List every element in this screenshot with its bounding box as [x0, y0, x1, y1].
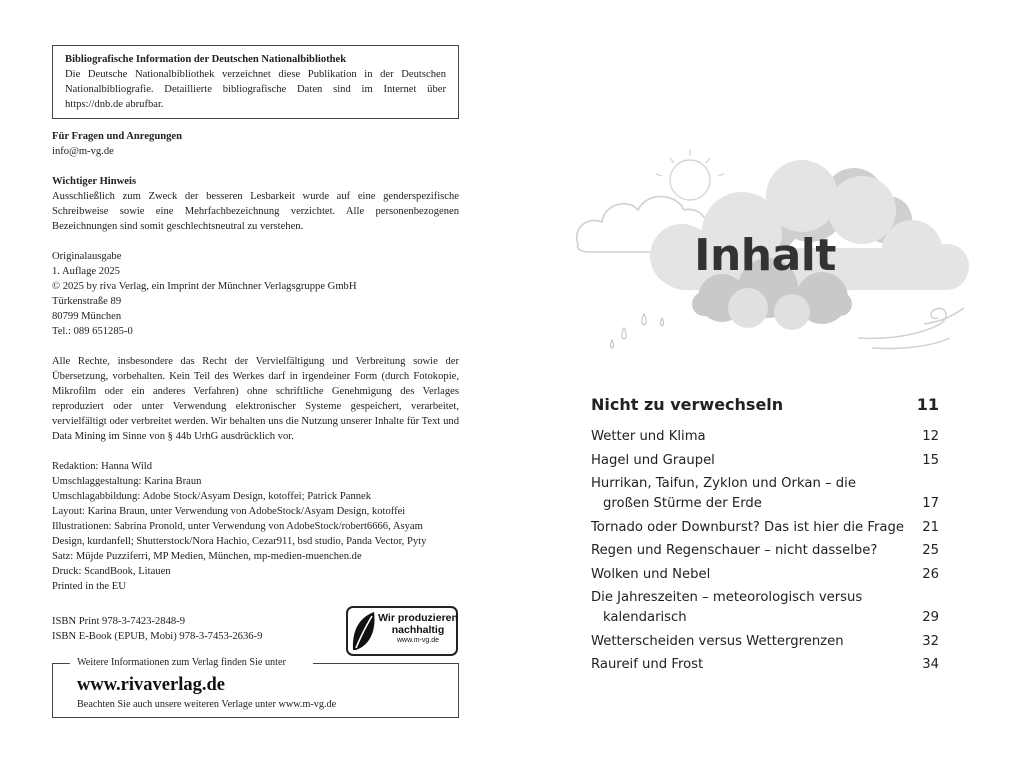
credits-line: Printed in the EU [52, 581, 126, 592]
credits-section [52, 459, 459, 594]
notice-section [52, 174, 459, 234]
credits-line: Druck: ScandBook, Litauen [52, 566, 171, 577]
publisher-web-box [52, 657, 459, 718]
toc-entry[interactable] [591, 518, 939, 538]
questions-section [52, 129, 459, 159]
chapter-title: Nicht zu verwechseln [591, 395, 784, 414]
edition-line: Tel.: 089 651285-0 [52, 326, 133, 337]
raindrop-icon [611, 314, 664, 348]
toc-entry-page: 15 [922, 452, 939, 468]
credits-line: Design, kurdanfell; Shutterstock/Nora Hachio, Cezar911, bsd studio, Panda Vector, Pyty [52, 536, 427, 547]
credits-line: Umschlaggestaltung: Karina Braun [52, 476, 202, 487]
toc-entry-title: Wolken und Nebel [591, 566, 711, 582]
wind-icon [858, 308, 964, 349]
toc-entry-page: 12 [922, 429, 939, 444]
sun-icon [656, 150, 724, 200]
credits-line: Umschlagabbildung: Adobe Stock/Asyam Design, kotoffei; Patrick Pannek [52, 491, 372, 502]
toc-entry[interactable] [591, 588, 939, 628]
web-box-note: Beachten Sie auch unsere weiteren Verlage unter www.m-vg.de [77, 699, 337, 710]
isbn-ebook: ISBN E-Book (EPUB, Mobi) 978-3-7453-2636-9 [52, 631, 263, 642]
toc-entry[interactable] [591, 565, 939, 585]
toc-entry-page: 26 [922, 566, 939, 582]
badge-url: www.m-vg.de [396, 637, 439, 644]
toc-entry-title: Hurrikan, Taifun, Zyklon und Orkan – die [591, 476, 856, 491]
toc-entry-title: Regen und Regenschauer – nicht dasselbe? [591, 543, 878, 558]
toc-entry[interactable] [591, 632, 939, 652]
credits-line: Redaktion: Hanna Wild [52, 461, 152, 472]
toc-entry[interactable] [591, 451, 939, 471]
notice-heading: Wichtiger Hinweis [52, 176, 137, 187]
page-title: Inhalt [694, 230, 836, 281]
web-box-top-border [53, 657, 458, 669]
web-box-label: Weitere Informationen zum Verlag finden Sie unter [77, 657, 286, 668]
edition-section [52, 249, 459, 339]
toc-entry[interactable] [591, 655, 939, 675]
badge-text [378, 613, 458, 646]
toc-entry-title: Tornado oder Downburst? Das ist hier die Frage [591, 519, 904, 535]
publisher-url: www.rivaverlag.de [77, 675, 225, 695]
isbn-print: ISBN Print 978-3-7423-2848-9 [52, 616, 186, 627]
bibliographic-info-box [52, 45, 459, 119]
credits-line: Satz: Müjde Puzziferri, MP Medien, München, mp-medien-muenchen.de [52, 551, 362, 562]
toc-entry[interactable] [591, 541, 939, 561]
toc-entry[interactable] [591, 427, 939, 447]
isbn-list [52, 614, 262, 644]
chapter-page: 11 [916, 395, 939, 414]
badge-line-1: Wir produzieren [378, 612, 458, 624]
toc-entry[interactable] [591, 474, 939, 514]
sustainability-badge [346, 606, 458, 656]
isbn-row [52, 606, 459, 662]
notice-text: Ausschließlich zum Zweck der besseren Lesbarkeit wurde auf eine genderspezifische Schreibweise sowie eine Mehrfachbezeichnung verzichtet. Alle personenbezogenen Bezeichnungen sind somit geschlechtsneutral zu verstehen. [52, 191, 459, 232]
credits-line: Illustrationen: Sabrina Pronold, unter Verwendung von AdobeStock/robert6666, Asyam [52, 521, 423, 532]
chapter-heading[interactable] [591, 393, 939, 427]
rights-text: Alle Rechte, insbesondere das Recht der Vervielfältigung und Verbreitung sowie der Übersetzung, vorbehalten. Kein Teil des Werkes darf in irgendeiner Form (durch Fotokopie, Mikrofilm oder ein anderes Verfahren) ohne schriftliche Genehmigung des Verlages reproduziert oder unter Verwendung elektronischer Systeme gespeichert, verarbeitet, vervielfältigt oder verbreitet werden. Wir behalten uns die Nutzung unserer Inhalte für Text und Data Mining im Sinne von § 44b UrhG ausdrücklich vor. [52, 356, 459, 442]
edition-line: Originalausgabe [52, 251, 122, 262]
biblio-text: Die Deutsche Nationalbibliothek verzeichnet diese Publikation in der Deutschen Nationalbibliografie. Detaillierte bibliografische Daten sind im Internet über https://dnb.de abrufbar. [65, 69, 446, 110]
toc-entry-page: 17 [922, 496, 939, 511]
imprint-page [52, 45, 459, 662]
edition-line: © 2025 by riva Verlag, ein Imprint der Münchner Verlagsgruppe GmbH [52, 281, 357, 292]
toc-entry-page: 29 [922, 610, 939, 625]
rights-section [52, 354, 459, 444]
toc-entry-page: 21 [922, 519, 939, 535]
toc-entry-title: Raureif und Frost [591, 657, 704, 672]
leaf-icon [350, 610, 378, 654]
toc-entry-title: Wetter und Klima [591, 429, 706, 444]
edition-line: 1. Auflage 2025 [52, 266, 120, 277]
toc-entry-title: Wetterscheiden versus Wettergrenzen [591, 633, 844, 649]
toc-entry-title-continued: großen Stürme der Erde [603, 496, 762, 511]
toc-entry-title: Hagel und Graupel [591, 452, 715, 468]
questions-email: info@m-vg.de [52, 146, 114, 157]
credits-line: Layout: Karina Braun, unter Verwendung von AdobeStock/Asyam Design, kotoffei [52, 506, 406, 517]
table-of-contents [591, 393, 939, 679]
edition-line: Türkenstraße 89 [52, 296, 122, 307]
biblio-heading: Bibliografische Information der Deutschen Nationalbibliothek [65, 54, 347, 65]
edition-line: 80799 München [52, 311, 122, 322]
toc-entry-page: 34 [922, 657, 939, 672]
toc-entry-page: 25 [922, 543, 939, 558]
toc-entry-title-continued: kalendarisch [603, 610, 687, 625]
toc-entry-title: Die Jahreszeiten – meteorologisch versus [591, 590, 863, 605]
toc-entry-page: 32 [922, 633, 939, 649]
badge-line-2: nachhaltig [391, 623, 445, 636]
questions-heading: Für Fragen und Anregungen [52, 131, 182, 142]
